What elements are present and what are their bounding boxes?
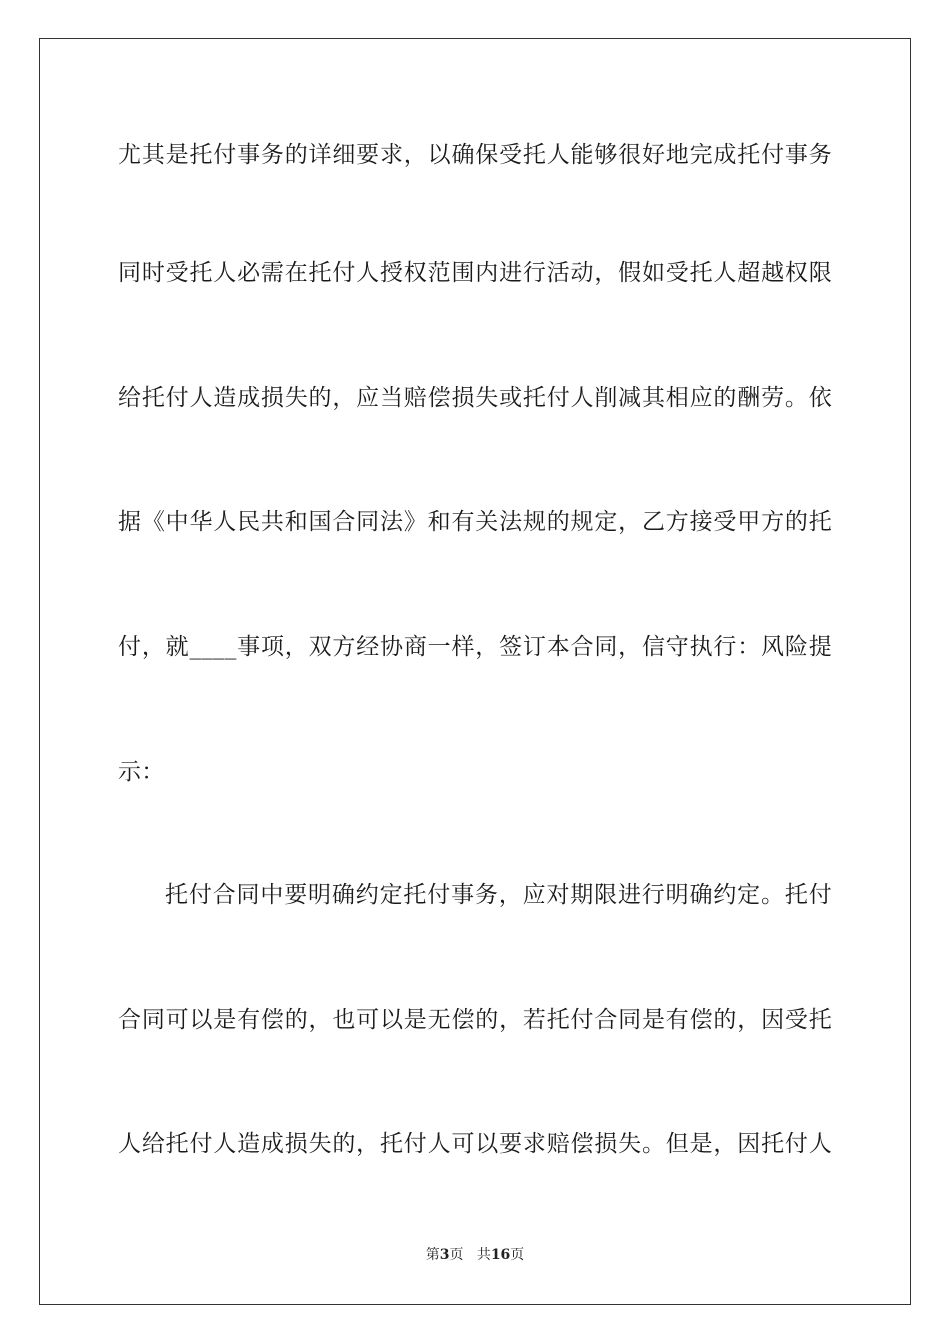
body-line-9: 人给托付人造成损失的，托付人可以要求赔偿损失。但是，因托付人: [118, 1131, 832, 1157]
body-line-2: 同时受托人必需在托付人授权范围内进行活动，假如受托人超越权限: [118, 260, 832, 286]
footer-total-unit: 页: [510, 1247, 525, 1263]
page-border: [39, 38, 911, 1305]
body-line-1: 尤其是托付事务的详细要求，以确保受托人能够很好地完成托付事务: [118, 142, 832, 168]
footer-page-number: 3: [439, 1247, 450, 1263]
body-line-5: 付，就____事项，双方经协商一样，签订本合同，信守执行：风险提: [118, 634, 832, 660]
body-line-8: 合同可以是有偿的，也可以是无偿的，若托付合同是有偿的，因受托: [118, 1007, 832, 1033]
footer-total-pages: 16: [490, 1247, 511, 1263]
body-line-7: 托付合同中要明确约定托付事务，应对期限进行明确约定。托付: [165, 882, 832, 908]
page-footer: [0, 1246, 950, 1264]
footer-page-unit: 页: [449, 1247, 464, 1263]
footer-total-prefix: 共: [476, 1247, 491, 1263]
footer-page-prefix: 第: [425, 1247, 440, 1263]
body-line-4: 据《中华人民共和国合同法》和有关法规的规定，乙方接受甲方的托: [118, 509, 832, 535]
body-line-3: 给托付人造成损失的，应当赔偿损失或托付人削减其相应的酬劳。依: [118, 385, 832, 411]
body-line-6: 示：: [118, 759, 165, 785]
